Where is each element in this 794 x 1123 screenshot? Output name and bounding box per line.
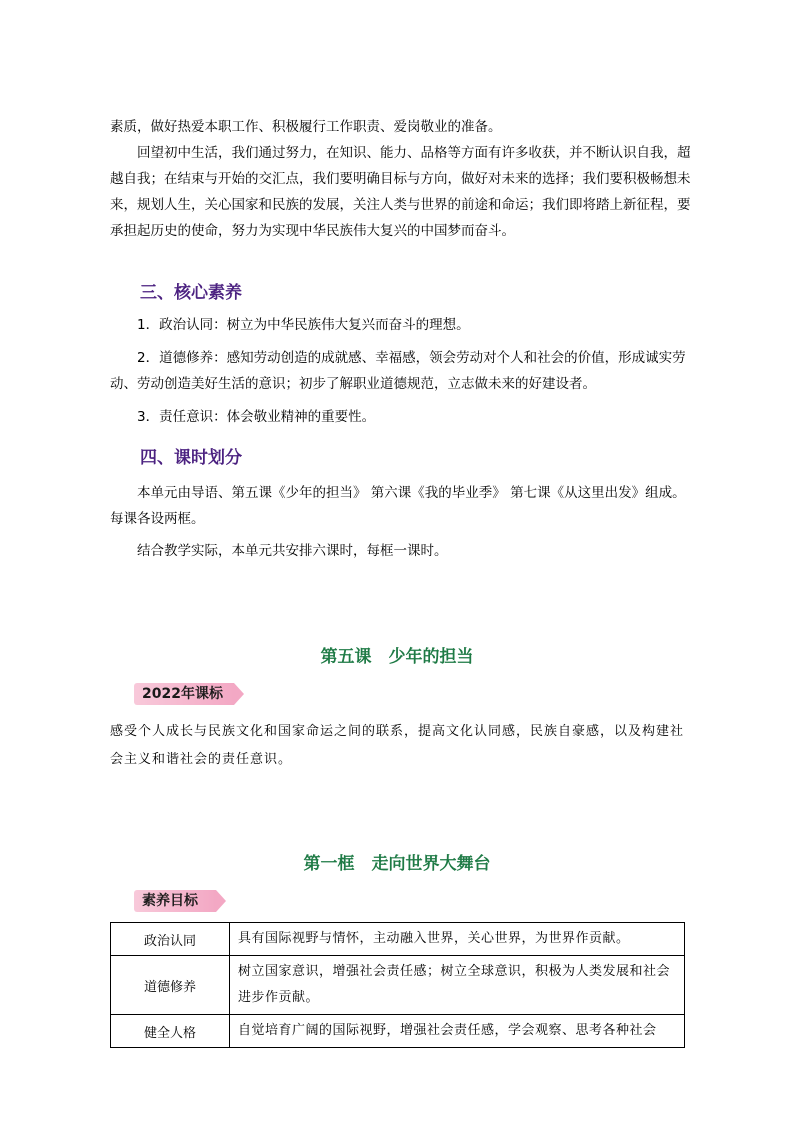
goal-value: 自觉培育广阔的国际视野，增强社会责任感，学会观察、思考各种社会 bbox=[230, 1015, 685, 1048]
core-literacy-item: 2．道德修养：感知劳动创造的成就感、幸福感，领会劳动对个人和社会的价值，形成诚实劳动、劳动创造美好生活的意识；初步了解职业道德规范，立志做未来的好建设者。 bbox=[110, 350, 686, 392]
intro-paragraph: 回望初中生活，我们通过努力，在知识、能力、品格等方面有许多收获，并不断认识自我，超越自我；在结束与开始的交汇点，我们要明确目标与方向，做好对未来的选择；我们要积极畅想未来，规划人生，关心国家和民族的发展，关注人类与世界的前途和命运；我们即将踏上新征程，要承担起历史的使命，努力为实现中华民族伟大复兴的中国梦而奋斗。 bbox=[110, 145, 691, 239]
goal-key: 政治认同 bbox=[111, 923, 230, 956]
curriculum-standard-text: 感受个人成长与民族文化和国家命运之间的联系，提高文化认同感，民族自豪感，以及构建社会主义和谐社会的责任意识。 bbox=[110, 724, 685, 767]
literacy-goals-table bbox=[110, 922, 685, 1048]
tag-arrow-icon bbox=[234, 683, 244, 705]
intro-line: 素质，做好热爱本职工作、积极履行工作职责、爱岗敬业的准备。 bbox=[110, 119, 502, 135]
lesson-plan-paragraph: 结合教学实际，本单元共安排六课时，每框一课时。 bbox=[137, 543, 448, 559]
goal-key: 健全人格 bbox=[111, 1015, 230, 1048]
goal-value: 树立国家意识，增强社会责任感；树立全球意识，积极为人类发展和社会进步作贡献。 bbox=[230, 956, 685, 1015]
lesson-plan-paragraph: 本单元由导语、第五课《少年的担当》 第六课《我的毕业季》 第七课《从这里出发》组成。每课各设两框。 bbox=[110, 485, 686, 527]
tag-label: 素养目标 bbox=[142, 893, 198, 909]
core-literacy-item: 3．责任意识：体会敬业精神的重要性。 bbox=[137, 409, 376, 425]
lesson-title: 第五课 少年的担当 bbox=[320, 647, 474, 667]
literacy-goals-tag bbox=[134, 890, 206, 912]
core-literacy-list bbox=[110, 312, 695, 430]
table-row bbox=[111, 923, 685, 956]
tag-label: 2022年课标 bbox=[142, 686, 223, 702]
intro-text bbox=[110, 114, 695, 244]
frame-title: 第一框 走向世界大舞台 bbox=[303, 854, 491, 874]
curriculum-standard-tag bbox=[134, 683, 231, 705]
goal-value: 具有国际视野与情怀，主动融入世界，关心世界，为世界作贡献。 bbox=[230, 923, 685, 956]
tag-arrow-icon bbox=[216, 890, 226, 912]
table-row bbox=[111, 956, 685, 1015]
section-title-lesson-plan: 四、课时划分 bbox=[140, 448, 242, 468]
lesson-plan-text bbox=[110, 480, 695, 564]
section-title-core-literacy: 三、核心素养 bbox=[140, 283, 242, 303]
core-literacy-item: 1．政治认同：树立为中华民族伟大复兴而奋斗的理想。 bbox=[137, 317, 470, 333]
goal-key: 道德修养 bbox=[111, 956, 230, 1015]
table-row bbox=[111, 1015, 685, 1048]
